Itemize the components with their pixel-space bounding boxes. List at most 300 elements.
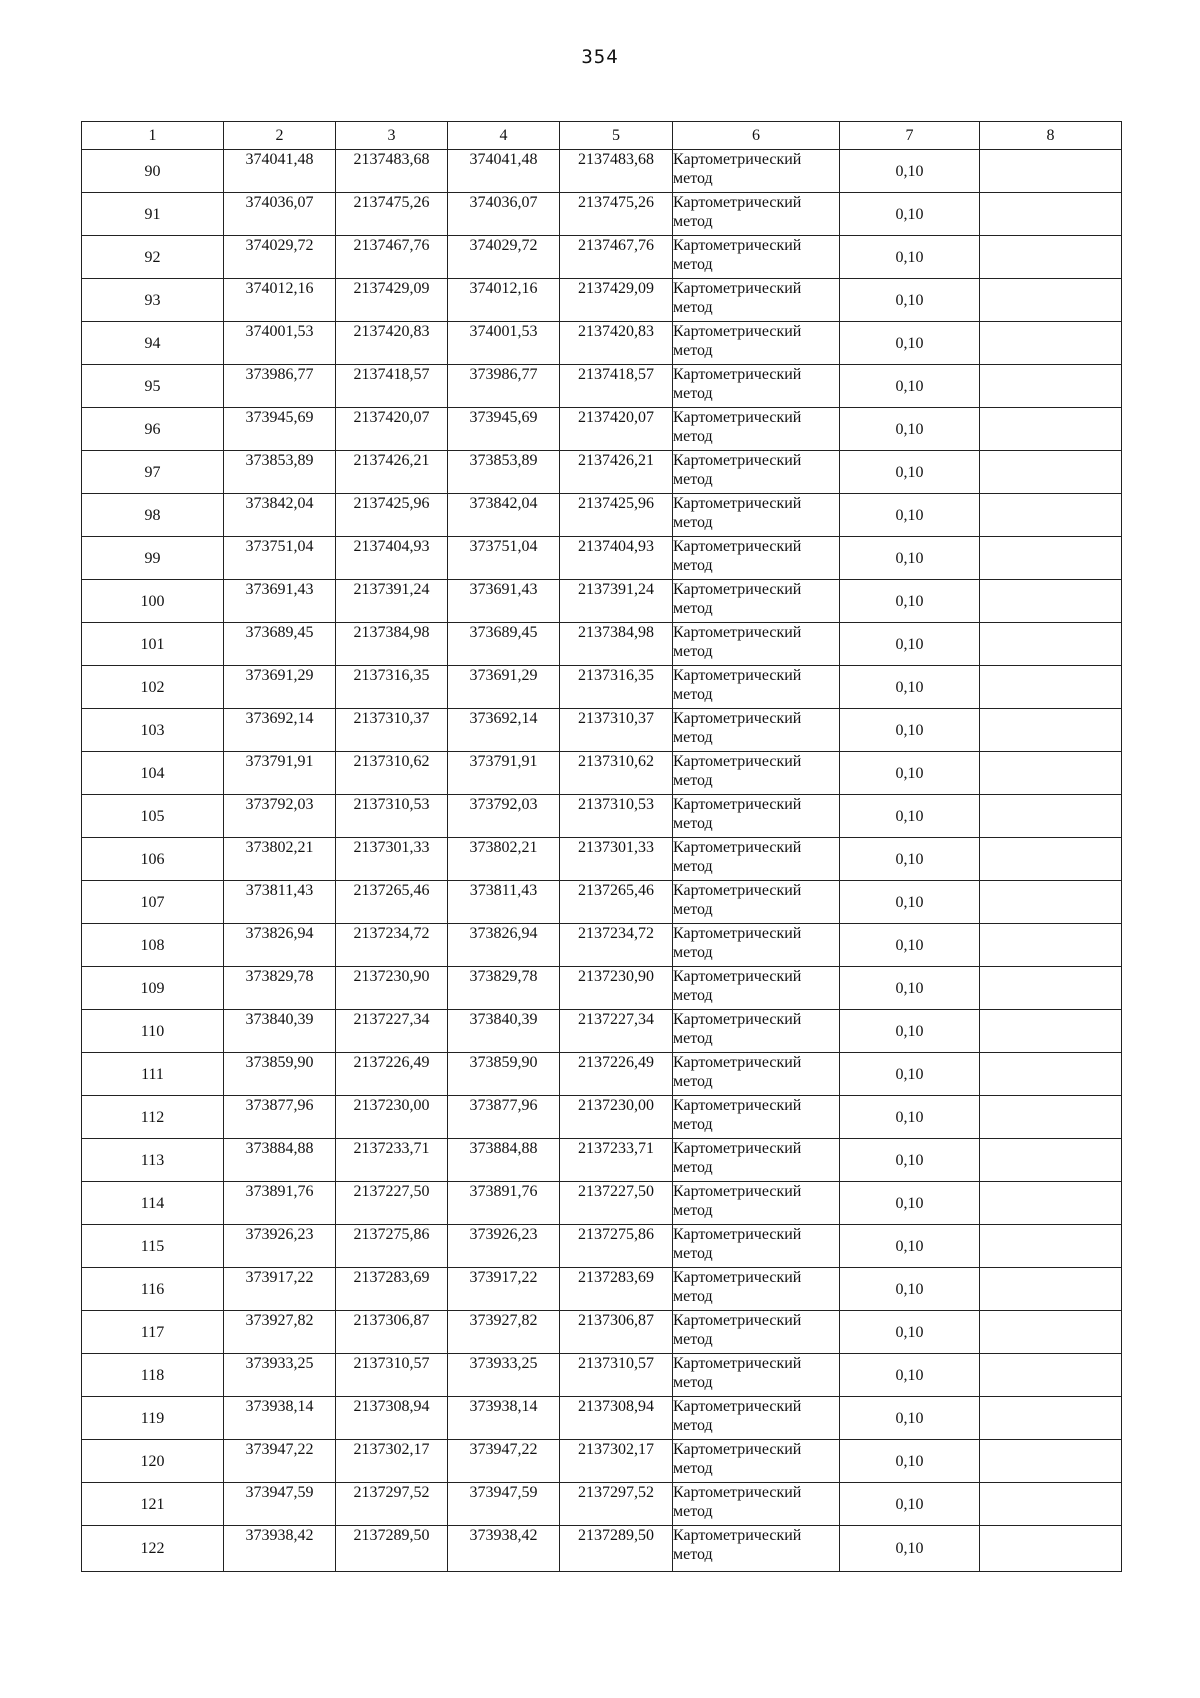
y-existing-cell: 2137425,96 xyxy=(336,494,448,537)
x-existing-cell: 373853,89 xyxy=(224,451,336,494)
point-number-cell: 103 xyxy=(82,709,224,752)
accuracy-cell: 0,10 xyxy=(840,623,980,666)
method-line-2: метод xyxy=(673,1159,713,1176)
x-specified-cell: 373811,43 xyxy=(448,881,560,924)
note-cell xyxy=(980,924,1122,967)
y-existing-cell: 2137310,37 xyxy=(336,709,448,752)
method-cell xyxy=(673,1397,840,1440)
x-existing-cell: 373692,14 xyxy=(224,709,336,752)
table-row xyxy=(82,752,1122,795)
table-row xyxy=(82,451,1122,494)
point-number-cell: 91 xyxy=(82,193,224,236)
note-cell xyxy=(980,365,1122,408)
x-specified-cell: 373945,69 xyxy=(448,408,560,451)
table-row xyxy=(82,1397,1122,1440)
method-cell xyxy=(673,795,840,838)
table-row xyxy=(82,1225,1122,1268)
method-line-2: метод xyxy=(673,815,713,832)
method-line-1: Картометрический xyxy=(673,796,802,813)
y-existing-cell: 2137404,93 xyxy=(336,537,448,580)
method-line-2: метод xyxy=(673,428,713,445)
method-line-2: метод xyxy=(673,1374,713,1391)
note-cell xyxy=(980,451,1122,494)
y-specified-cell: 2137483,68 xyxy=(560,150,673,193)
accuracy-cell: 0,10 xyxy=(840,709,980,752)
accuracy-cell: 0,10 xyxy=(840,408,980,451)
table-row xyxy=(82,365,1122,408)
table-row xyxy=(82,623,1122,666)
point-number-cell: 119 xyxy=(82,1397,224,1440)
note-cell xyxy=(980,1225,1122,1268)
method-cell xyxy=(673,1225,840,1268)
method-line-1: Картометрический xyxy=(673,237,802,254)
point-number-cell: 93 xyxy=(82,279,224,322)
table-row xyxy=(82,236,1122,279)
header-cell: 3 xyxy=(336,122,448,150)
x-specified-cell: 373829,78 xyxy=(448,967,560,1010)
accuracy-cell: 0,10 xyxy=(840,494,980,537)
y-specified-cell: 2137306,87 xyxy=(560,1311,673,1354)
method-line-1: Картометрический xyxy=(673,1398,802,1415)
point-number-cell: 113 xyxy=(82,1139,224,1182)
method-line-2: метод xyxy=(673,858,713,875)
table-row xyxy=(82,322,1122,365)
accuracy-cell: 0,10 xyxy=(840,1526,980,1572)
note-cell xyxy=(980,967,1122,1010)
method-line-2: метод xyxy=(673,643,713,660)
table-row xyxy=(82,1354,1122,1397)
method-line-1: Картометрический xyxy=(673,1355,802,1372)
accuracy-cell: 0,10 xyxy=(840,1440,980,1483)
note-cell xyxy=(980,709,1122,752)
note-cell xyxy=(980,1053,1122,1096)
x-existing-cell: 373751,04 xyxy=(224,537,336,580)
y-existing-cell: 2137297,52 xyxy=(336,1483,448,1526)
x-specified-cell: 373926,23 xyxy=(448,1225,560,1268)
y-existing-cell: 2137283,69 xyxy=(336,1268,448,1311)
y-existing-cell: 2137426,21 xyxy=(336,451,448,494)
y-specified-cell: 2137265,46 xyxy=(560,881,673,924)
y-specified-cell: 2137467,76 xyxy=(560,236,673,279)
x-existing-cell: 373947,22 xyxy=(224,1440,336,1483)
y-specified-cell: 2137289,50 xyxy=(560,1526,673,1572)
note-cell xyxy=(980,193,1122,236)
method-line-1: Картометрический xyxy=(673,753,802,770)
note-cell xyxy=(980,150,1122,193)
x-existing-cell: 373792,03 xyxy=(224,795,336,838)
y-existing-cell: 2137310,53 xyxy=(336,795,448,838)
x-specified-cell: 373751,04 xyxy=(448,537,560,580)
method-cell xyxy=(673,494,840,537)
method-line-2: метод xyxy=(673,944,713,961)
method-line-2: метод xyxy=(673,557,713,574)
x-specified-cell: 373947,59 xyxy=(448,1483,560,1526)
method-cell xyxy=(673,1182,840,1225)
method-cell xyxy=(673,1096,840,1139)
note-cell xyxy=(980,322,1122,365)
point-number-cell: 102 xyxy=(82,666,224,709)
x-specified-cell: 373859,90 xyxy=(448,1053,560,1096)
x-existing-cell: 373917,22 xyxy=(224,1268,336,1311)
table-row xyxy=(82,967,1122,1010)
method-cell xyxy=(673,150,840,193)
y-specified-cell: 2137310,62 xyxy=(560,752,673,795)
method-cell xyxy=(673,236,840,279)
table-row xyxy=(82,1268,1122,1311)
y-existing-cell: 2137308,94 xyxy=(336,1397,448,1440)
point-number-cell: 110 xyxy=(82,1010,224,1053)
x-specified-cell: 373877,96 xyxy=(448,1096,560,1139)
x-specified-cell: 373689,45 xyxy=(448,623,560,666)
note-cell xyxy=(980,1096,1122,1139)
method-cell xyxy=(673,623,840,666)
method-cell xyxy=(673,1311,840,1354)
x-existing-cell: 373826,94 xyxy=(224,924,336,967)
y-existing-cell: 2137289,50 xyxy=(336,1526,448,1572)
method-line-1: Картометрический xyxy=(673,366,802,383)
y-specified-cell: 2137425,96 xyxy=(560,494,673,537)
accuracy-cell: 0,10 xyxy=(840,236,980,279)
method-line-2: метод xyxy=(673,385,713,402)
x-specified-cell: 373691,29 xyxy=(448,666,560,709)
y-specified-cell: 2137310,57 xyxy=(560,1354,673,1397)
method-line-1: Картометрический xyxy=(673,1054,802,1071)
x-existing-cell: 373884,88 xyxy=(224,1139,336,1182)
method-cell xyxy=(673,1053,840,1096)
method-cell xyxy=(673,451,840,494)
y-specified-cell: 2137226,49 xyxy=(560,1053,673,1096)
accuracy-cell: 0,10 xyxy=(840,967,980,1010)
method-line-2: метод xyxy=(673,600,713,617)
table-row xyxy=(82,709,1122,752)
x-specified-cell: 373917,22 xyxy=(448,1268,560,1311)
x-existing-cell: 373840,39 xyxy=(224,1010,336,1053)
x-existing-cell: 374036,07 xyxy=(224,193,336,236)
x-specified-cell: 373842,04 xyxy=(448,494,560,537)
note-cell xyxy=(980,838,1122,881)
method-line-1: Картометрический xyxy=(673,1312,802,1329)
header-cell: 2 xyxy=(224,122,336,150)
y-specified-cell: 2137283,69 xyxy=(560,1268,673,1311)
method-line-1: Картометрический xyxy=(673,1097,802,1114)
y-existing-cell: 2137234,72 xyxy=(336,924,448,967)
method-line-1: Картометрический xyxy=(673,1484,802,1501)
y-existing-cell: 2137418,57 xyxy=(336,365,448,408)
point-number-cell: 96 xyxy=(82,408,224,451)
method-line-1: Картометрический xyxy=(673,1183,802,1200)
note-cell xyxy=(980,881,1122,924)
point-number-cell: 108 xyxy=(82,924,224,967)
y-specified-cell: 2137426,21 xyxy=(560,451,673,494)
note-cell xyxy=(980,580,1122,623)
x-existing-cell: 373829,78 xyxy=(224,967,336,1010)
y-existing-cell: 2137306,87 xyxy=(336,1311,448,1354)
header-cell: 8 xyxy=(980,122,1122,150)
y-specified-cell: 2137227,34 xyxy=(560,1010,673,1053)
method-line-1: Картометрический xyxy=(673,1011,802,1028)
x-specified-cell: 373891,76 xyxy=(448,1182,560,1225)
y-specified-cell: 2137420,07 xyxy=(560,408,673,451)
method-line-2: метод xyxy=(673,772,713,789)
note-cell xyxy=(980,1268,1122,1311)
point-number-cell: 104 xyxy=(82,752,224,795)
y-specified-cell: 2137234,72 xyxy=(560,924,673,967)
y-existing-cell: 2137316,35 xyxy=(336,666,448,709)
x-existing-cell: 373691,43 xyxy=(224,580,336,623)
y-existing-cell: 2137429,09 xyxy=(336,279,448,322)
x-existing-cell: 373891,76 xyxy=(224,1182,336,1225)
method-line-2: метод xyxy=(673,170,713,187)
method-line-2: метод xyxy=(673,1288,713,1305)
note-cell xyxy=(980,1139,1122,1182)
x-existing-cell: 373791,91 xyxy=(224,752,336,795)
method-line-2: метод xyxy=(673,987,713,1004)
x-specified-cell: 373884,88 xyxy=(448,1139,560,1182)
method-line-2: метод xyxy=(673,256,713,273)
x-specified-cell: 373826,94 xyxy=(448,924,560,967)
table-row xyxy=(82,1311,1122,1354)
method-cell xyxy=(673,537,840,580)
table-row xyxy=(82,1139,1122,1182)
note-cell xyxy=(980,1182,1122,1225)
table-row xyxy=(82,1483,1122,1526)
method-line-1: Картометрический xyxy=(673,1226,802,1243)
accuracy-cell: 0,10 xyxy=(840,1225,980,1268)
y-existing-cell: 2137265,46 xyxy=(336,881,448,924)
y-existing-cell: 2137384,98 xyxy=(336,623,448,666)
header-cell: 5 xyxy=(560,122,673,150)
point-number-cell: 112 xyxy=(82,1096,224,1139)
method-line-2: метод xyxy=(673,1073,713,1090)
point-number-cell: 92 xyxy=(82,236,224,279)
x-existing-cell: 373689,45 xyxy=(224,623,336,666)
y-existing-cell: 2137302,17 xyxy=(336,1440,448,1483)
accuracy-cell: 0,10 xyxy=(840,1096,980,1139)
point-number-cell: 99 xyxy=(82,537,224,580)
x-specified-cell: 373933,25 xyxy=(448,1354,560,1397)
table-row xyxy=(82,666,1122,709)
x-specified-cell: 373938,42 xyxy=(448,1526,560,1572)
accuracy-cell: 0,10 xyxy=(840,1354,980,1397)
note-cell xyxy=(980,752,1122,795)
x-existing-cell: 373986,77 xyxy=(224,365,336,408)
point-number-cell: 107 xyxy=(82,881,224,924)
table-row xyxy=(82,279,1122,322)
point-number-cell: 106 xyxy=(82,838,224,881)
coordinates-table xyxy=(81,121,1122,1572)
accuracy-cell: 0,10 xyxy=(840,1053,980,1096)
accuracy-cell: 0,10 xyxy=(840,451,980,494)
method-line-1: Картометрический xyxy=(673,495,802,512)
point-number-cell: 118 xyxy=(82,1354,224,1397)
method-line-2: метод xyxy=(673,514,713,531)
x-existing-cell: 373691,29 xyxy=(224,666,336,709)
y-existing-cell: 2137227,34 xyxy=(336,1010,448,1053)
method-line-1: Картометрический xyxy=(673,839,802,856)
method-line-1: Картометрический xyxy=(673,624,802,641)
point-number-cell: 122 xyxy=(82,1526,224,1572)
point-number-cell: 116 xyxy=(82,1268,224,1311)
x-specified-cell: 373840,39 xyxy=(448,1010,560,1053)
header-cell: 7 xyxy=(840,122,980,150)
y-existing-cell: 2137275,86 xyxy=(336,1225,448,1268)
point-number-cell: 121 xyxy=(82,1483,224,1526)
accuracy-cell: 0,10 xyxy=(840,365,980,408)
accuracy-cell: 0,10 xyxy=(840,1483,980,1526)
x-specified-cell: 373986,77 xyxy=(448,365,560,408)
note-cell xyxy=(980,408,1122,451)
x-existing-cell: 374041,48 xyxy=(224,150,336,193)
y-existing-cell: 2137226,49 xyxy=(336,1053,448,1096)
note-cell xyxy=(980,1397,1122,1440)
method-line-2: метод xyxy=(673,1331,713,1348)
table-row xyxy=(82,1440,1122,1483)
y-specified-cell: 2137404,93 xyxy=(560,537,673,580)
table-row xyxy=(82,150,1122,193)
accuracy-cell: 0,10 xyxy=(840,795,980,838)
x-existing-cell: 374001,53 xyxy=(224,322,336,365)
note-cell xyxy=(980,1354,1122,1397)
point-number-cell: 105 xyxy=(82,795,224,838)
point-number-cell: 120 xyxy=(82,1440,224,1483)
method-cell xyxy=(673,193,840,236)
method-cell xyxy=(673,1268,840,1311)
x-existing-cell: 373938,42 xyxy=(224,1526,336,1572)
method-line-2: метод xyxy=(673,1546,713,1563)
y-specified-cell: 2137384,98 xyxy=(560,623,673,666)
method-cell xyxy=(673,279,840,322)
x-existing-cell: 373859,90 xyxy=(224,1053,336,1096)
y-specified-cell: 2137475,26 xyxy=(560,193,673,236)
method-cell xyxy=(673,322,840,365)
method-cell xyxy=(673,666,840,709)
table-row xyxy=(82,1096,1122,1139)
y-existing-cell: 2137420,83 xyxy=(336,322,448,365)
x-existing-cell: 373877,96 xyxy=(224,1096,336,1139)
note-cell xyxy=(980,1483,1122,1526)
accuracy-cell: 0,10 xyxy=(840,279,980,322)
method-line-1: Картометрический xyxy=(673,409,802,426)
method-line-1: Картометрический xyxy=(673,1441,802,1458)
table-row xyxy=(82,1182,1122,1225)
y-specified-cell: 2137310,53 xyxy=(560,795,673,838)
point-number-cell: 90 xyxy=(82,150,224,193)
x-existing-cell: 373842,04 xyxy=(224,494,336,537)
table-row xyxy=(82,408,1122,451)
point-number-cell: 109 xyxy=(82,967,224,1010)
y-existing-cell: 2137230,00 xyxy=(336,1096,448,1139)
note-cell xyxy=(980,1440,1122,1483)
method-line-1: Картометрический xyxy=(673,1527,802,1544)
y-specified-cell: 2137310,37 xyxy=(560,709,673,752)
header-cell: 1 xyxy=(82,122,224,150)
x-specified-cell: 374041,48 xyxy=(448,150,560,193)
x-existing-cell: 374029,72 xyxy=(224,236,336,279)
y-specified-cell: 2137301,33 xyxy=(560,838,673,881)
method-cell xyxy=(673,1139,840,1182)
accuracy-cell: 0,10 xyxy=(840,666,980,709)
x-specified-cell: 373853,89 xyxy=(448,451,560,494)
accuracy-cell: 0,10 xyxy=(840,752,980,795)
method-line-2: метод xyxy=(673,1503,713,1520)
method-cell xyxy=(673,881,840,924)
table-row xyxy=(82,580,1122,623)
method-cell xyxy=(673,709,840,752)
accuracy-cell: 0,10 xyxy=(840,1182,980,1225)
y-specified-cell: 2137420,83 xyxy=(560,322,673,365)
point-number-cell: 100 xyxy=(82,580,224,623)
x-specified-cell: 373938,14 xyxy=(448,1397,560,1440)
note-cell xyxy=(980,279,1122,322)
table-row xyxy=(82,1526,1122,1572)
accuracy-cell: 0,10 xyxy=(840,838,980,881)
point-number-cell: 101 xyxy=(82,623,224,666)
y-specified-cell: 2137297,52 xyxy=(560,1483,673,1526)
x-specified-cell: 374029,72 xyxy=(448,236,560,279)
method-cell xyxy=(673,838,840,881)
y-existing-cell: 2137483,68 xyxy=(336,150,448,193)
method-line-2: метод xyxy=(673,686,713,703)
x-existing-cell: 373947,59 xyxy=(224,1483,336,1526)
note-cell xyxy=(980,666,1122,709)
y-specified-cell: 2137275,86 xyxy=(560,1225,673,1268)
method-line-1: Картометрический xyxy=(673,323,802,340)
accuracy-cell: 0,10 xyxy=(840,1010,980,1053)
method-cell xyxy=(673,1526,840,1572)
accuracy-cell: 0,10 xyxy=(840,1397,980,1440)
method-line-2: метод xyxy=(673,1417,713,1434)
table-row xyxy=(82,193,1122,236)
table-row xyxy=(82,795,1122,838)
y-existing-cell: 2137301,33 xyxy=(336,838,448,881)
note-cell xyxy=(980,795,1122,838)
x-specified-cell: 373802,21 xyxy=(448,838,560,881)
accuracy-cell: 0,10 xyxy=(840,322,980,365)
method-line-2: метод xyxy=(673,1202,713,1219)
method-line-1: Картометрический xyxy=(673,1140,802,1157)
y-specified-cell: 2137302,17 xyxy=(560,1440,673,1483)
x-specified-cell: 374012,16 xyxy=(448,279,560,322)
accuracy-cell: 0,10 xyxy=(840,1139,980,1182)
x-specified-cell: 373691,43 xyxy=(448,580,560,623)
method-line-2: метод xyxy=(673,1245,713,1262)
point-number-cell: 115 xyxy=(82,1225,224,1268)
table-row xyxy=(82,494,1122,537)
y-existing-cell: 2137233,71 xyxy=(336,1139,448,1182)
method-cell xyxy=(673,1440,840,1483)
y-specified-cell: 2137230,00 xyxy=(560,1096,673,1139)
accuracy-cell: 0,10 xyxy=(840,924,980,967)
page-number: 354 xyxy=(581,46,619,68)
y-specified-cell: 2137391,24 xyxy=(560,580,673,623)
method-line-1: Картометрический xyxy=(673,710,802,727)
method-cell xyxy=(673,967,840,1010)
x-existing-cell: 374012,16 xyxy=(224,279,336,322)
note-cell xyxy=(980,623,1122,666)
method-line-1: Картометрический xyxy=(673,968,802,985)
method-line-1: Картометрический xyxy=(673,538,802,555)
method-line-2: метод xyxy=(673,901,713,918)
table-row xyxy=(82,838,1122,881)
header-cell: 6 xyxy=(673,122,840,150)
method-line-1: Картометрический xyxy=(673,667,802,684)
method-line-2: метод xyxy=(673,471,713,488)
x-specified-cell: 374036,07 xyxy=(448,193,560,236)
x-specified-cell: 373792,03 xyxy=(448,795,560,838)
method-cell xyxy=(673,408,840,451)
y-existing-cell: 2137227,50 xyxy=(336,1182,448,1225)
accuracy-cell: 0,10 xyxy=(840,193,980,236)
